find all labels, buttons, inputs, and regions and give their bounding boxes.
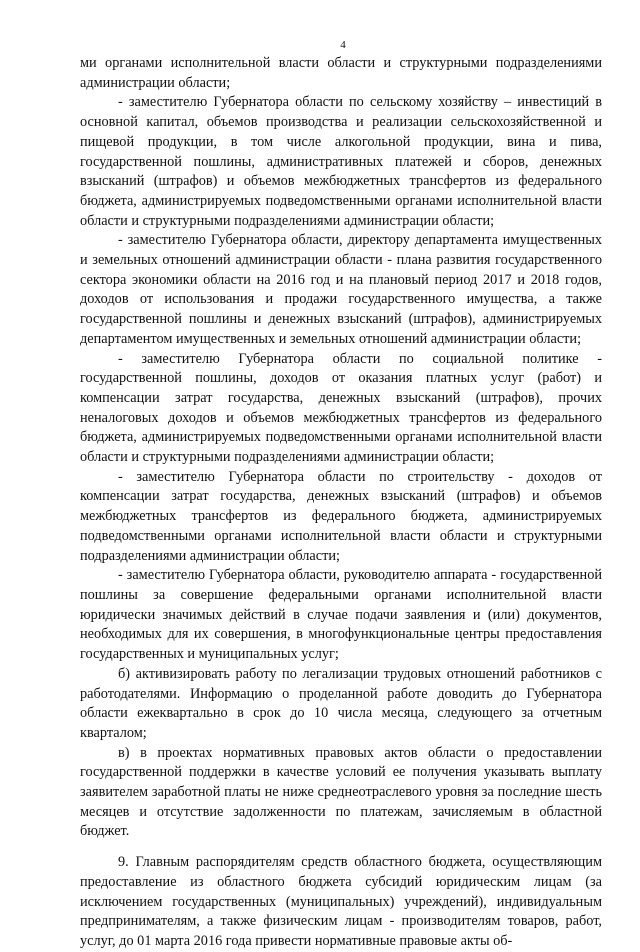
paragraph-apparatus-head: - заместителю Губернатора области, руководителю аппарата - государственной пошлины за совершение федеральными органами исполнительной власти юридически значимых действий в случае подачи заявления и (или) документов, необходимых для их совершения, в многофункциональные центры предоставления государственных и муниципальных услуг; [80, 567, 602, 663]
paragraph-construction-deputy: - заместителю Губернатора области по строительству - доходов от компенсации затрат государства, денежных взысканий (штрафов) и объемов межбюджетных трансфертов из федерального бюджета, администрируемых подведомственными органами исполнительной власти области и структурными подразделениями администрации области; [80, 468, 602, 564]
paragraph-social-deputy: - заместителю Губернатора области по социальной политике - государственной пошлины, доходов от оказания платных услуг (работ) и компенсации затрат государства, денежных взысканий (штрафов), прочих неналоговых доходов и объемов межбюджетных трансфертов из федерального бюджета, администрируемых подведомственными органами исполнительной власти области и структурными подразделениями администрации области; [80, 350, 602, 466]
paragraph-continuation: ми органами исполнительной власти области и структурными подразделениями администрации области; [80, 55, 602, 91]
paragraph-item-9: 9. Главным распорядителям средств областного бюджета, осуществляющим предоставление из областного бюджета субсидий юридическим лицам (за исключением государственных (муниципальных) учреждений), индивидуальным предпринимателям, а также физическим лицам - производителям товаров, работ, услуг, до 01 марта 2016 года привести нормативные правовые акты об- [80, 854, 602, 949]
paragraph-agriculture-deputy: - заместителю Губернатора области по сельскому хозяйству – инвестиций в основной капитал, объемов производства и реализации сельскохозяйственной и пищевой продукции, в том числе алкогольной продукции, вина и пива, государственной пошлины, административных платежей и сборов, денежных взысканий (штрафов) и объемов межбюджетных трансфертов из федерального бюджета, администрируемых подведомственными органами исполнительной власти области и структурными подразделениями администрации области; [80, 94, 602, 229]
paragraph-item-b: б) активизировать работу по легализации трудовых отношений работников с работодателями. Информацию о проделанной работе доводить до Губернатора области ежеквартально в срок до 10 числа месяца, следующего за отчетным кварталом; [80, 665, 602, 741]
paragraph-property-deputy: - заместителю Губернатора области, директору департамента имущественных и земельных отношений администрации области - плана развития государственного сектора экономики области на 2016 год и на плановый период 2017 и 2018 годов, доходов от использования и продажи государственного имущества, а также государственной пошлины и денежных взысканий (штрафов), администрируемых департаментом имущественных и земельных отношений администрации области; [80, 232, 602, 347]
paragraph-item-v: в) в проектах нормативных правовых актов области о предоставлении государственной поддержки в качестве условий ее получения указывать выплату заявителем заработной платы не ниже среднеотраслевого уровня за последние шесть месяцев и отсутствие задолженности по платежам, зачисляемым в областной бюджет. [80, 744, 602, 840]
document-body [80, 54, 602, 952]
page-number: 4 [340, 39, 346, 51]
